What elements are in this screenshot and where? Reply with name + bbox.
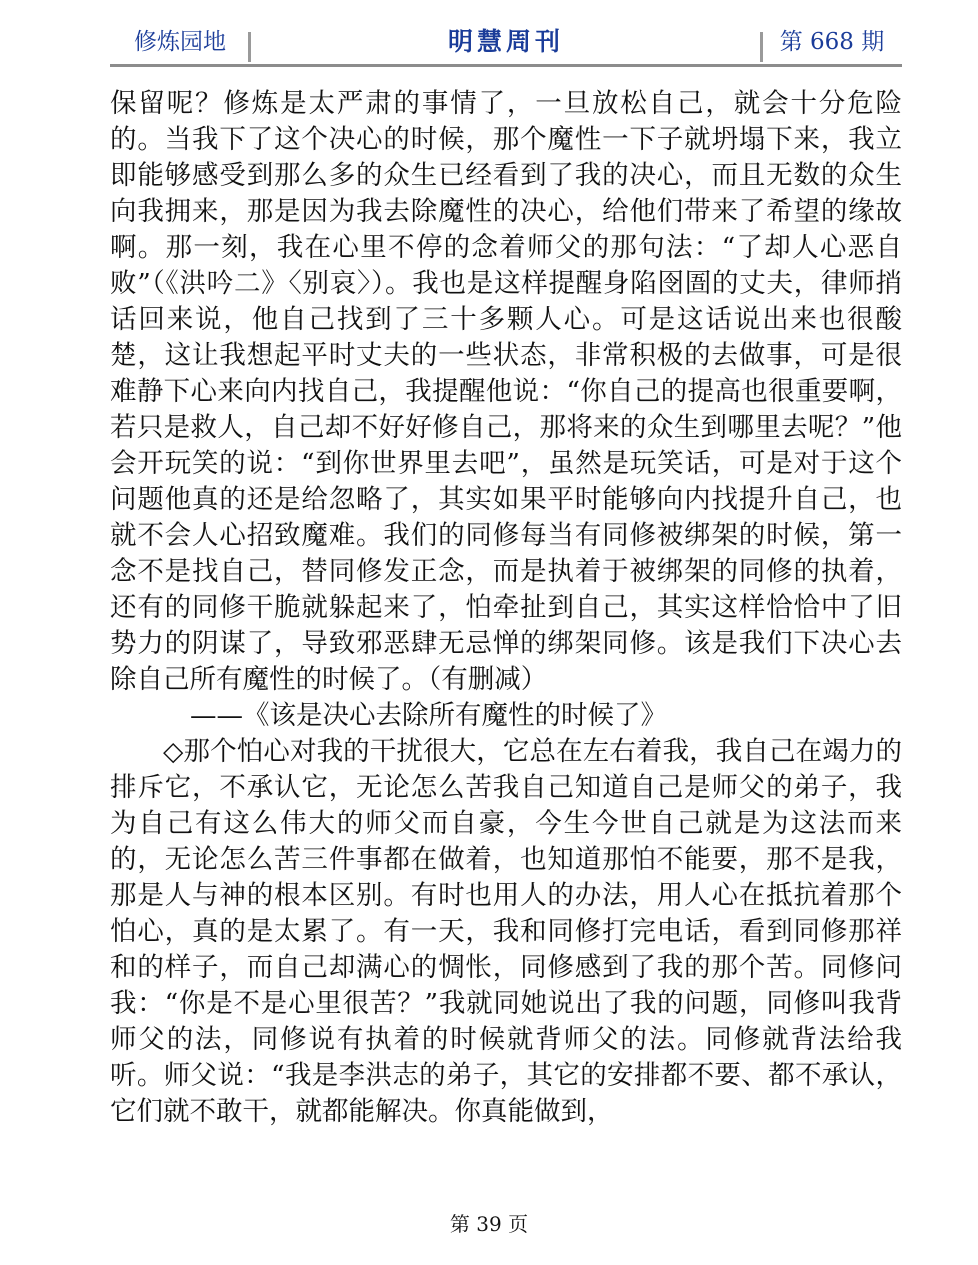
publication-title: 明慧周刊 [447,27,564,56]
page-number: 第 39 页 [449,1212,529,1236]
issue-number: 第 668 期 [779,29,885,55]
body-paragraph-2: ◇那个怕心对我的干扰很大，它总在左右着我，我自己在竭力的排斥它，不承认它，无论怎么苦我自己知道自己是师父的弟子，我为自己有这么伟大的师父而自豪，今生今世自己就是为这法而来的，无论怎么苦三件事都在做着，也知道那怕不能要，那不是我，那是人与神的根本区别。有时也用人的办法，用人心在抵抗着那个怕心，真的是太累了。有一天，我和同修打完电话，看到同修那祥和的样子，而自己却满心的惆怅，同修感到了我的那个苦。同修问我：“你是不是心里很苦？”我就同她说出了我的问题，同修叫我背师父的法，同修说有执着的时候就背师父的法。同修就背法给我听。师父说：“我是李洪志的弟子，其它的安排都不要、都不承认，它们就不敢干，就都能解决。你真能做到， [110,736,902,1127]
section-title: 修炼园地 [134,29,226,55]
article-source: ——《该是决心去除所有魔性的时候了》 [190,700,667,731]
article-body [110,86,902,1130]
body-paragraph-1: 保留呢？修炼是太严肃的事情了，一旦放松自己，就会十分危险的。当我下了这个决心的时候，那个魔性一下子就坍塌下来，我立即能够感受到那么多的众生已经看到了我的决心，而且无数的众生向我拥来，那是因为我去除魔性的决心，给他们带来了希望的缘故啊。那一刻，我在心里不停的念着师父的那句法：“了却人心恶自败”（《洪吟二》〈别哀〉）。我也是这样提醒身陷囹圄的丈夫，律师捎话回来说，他自己找到了三十多颗人心。可是这话说出来也很酸楚，这让我想起平时丈夫的一些状态，非常积极的去做事，可是很难静下心来向内找自己，我提醒他说：“你自己的提高也很重要啊，若只是救人，自己却不好好修自己，那将来的众生到哪里去呢？”他会开玩笑的说：“到你世界里去吧”，虽然是玩笑话，可是对于这个问题他真的还是给忽略了，其实如果平时能够向内找提升自己，也就不会人心招致魔难。我们的同修每当有同修被绑架的时候，第一念不是找自己，替同修发正念，而是执着于被绑架的同修的执着，还有的同修干脆就躲起来了，怕牵扯到自己，其实这样恰恰中了旧势力的阴谋了，导致邪恶肆无忌惮的绑架同修。该是我们下决心去除自己所有魔性的时候了。（有删减） [110,88,902,695]
header-rule [110,64,902,67]
page-header [110,22,902,68]
